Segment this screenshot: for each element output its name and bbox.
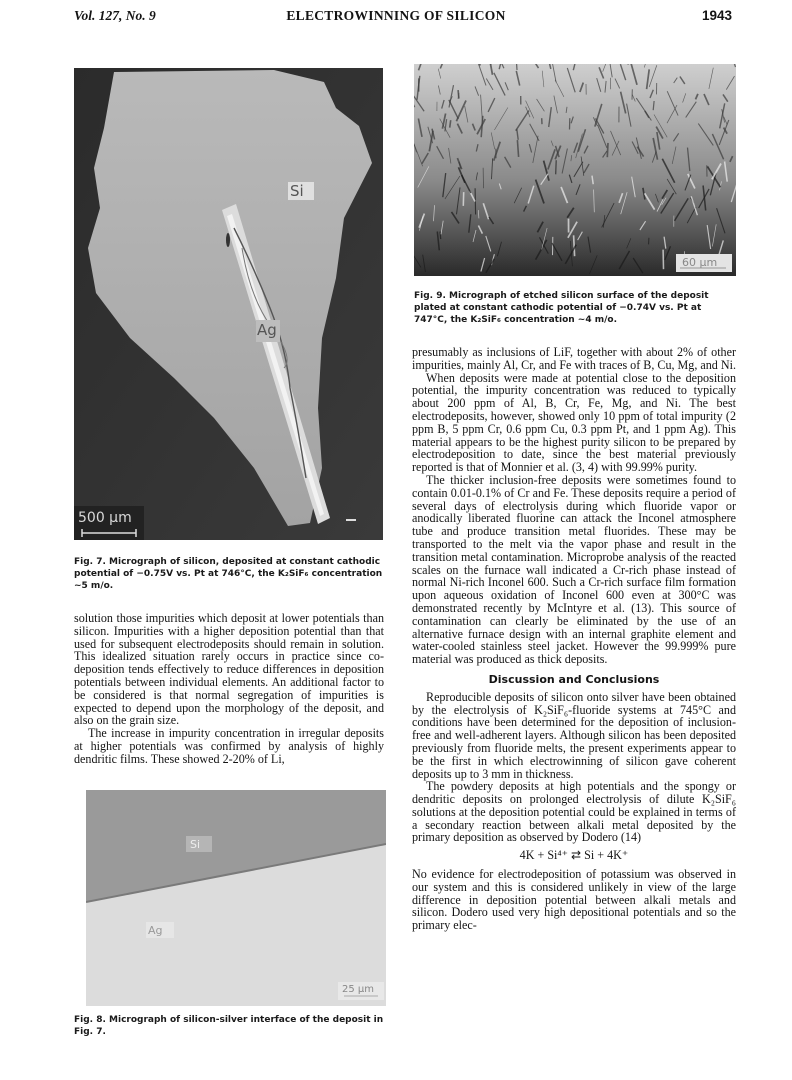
fig8-scale-label: 25 μm — [342, 984, 375, 995]
figure-9-caption: Fig. 9. Micrograph of etched silicon surface of the deposit plated at constant cathodic potential of −0.74V vs. Pt at 747°C, the K₂SiF₆ concentration ~4 m/o. — [414, 291, 709, 325]
right-paragraph-4: Reproducible deposits of silicon onto silver have been obtained by the electrolysis of K₂SiF₆-fluoride systems at 745°C and conditions have been determined for the deposition of inclusion-free and well-adherent layers. Although silicon has been deposited previously from fluoride melts, the present experiments appear to be the first in which electrowinning of silicon gave coherent deposits up to 3 mm in thickness. — [412, 689, 736, 781]
fig9-dendrite-stroke — [440, 232, 441, 240]
fig8-label-si: Si — [190, 838, 201, 851]
figure-7-caption: Fig. 7. Micrograph of silicon, deposited at constant cathodic potential of −0.75V vs. Pt at 746°C, the K₂SiF₆ concentration ~5 m/o. — [74, 557, 383, 591]
fig8-label-ag: Ag — [148, 924, 163, 937]
left-text-column — [74, 612, 384, 766]
fig7-label-si: Si — [290, 182, 304, 200]
right-paragraph-6: No evidence for electrodeposition of potassium was observed in our system and this is considered unlikely in view of the large difference in deposition potential between alkali metals and silicon. Dodero used very high depositional potentials and so the primary elec- — [412, 867, 736, 933]
right-paragraph-1: presumably as inclusions of LiF, together with about 2% of other impurities, mainly Al, Cr, and Fe with traces of B, Cu, Mg, and Ni. — [412, 345, 736, 372]
running-title: ELECTROWINNING OF SILICON — [286, 8, 506, 23]
right-paragraph-2: When deposits were made at potential close to the deposition potential, the impurity concentration was reduced to typically about 200 ppm of Al, B, Cr, Fe, Mg, and Ni. The best electrodeposits, however, showed only 10 ppm of total impurity (2 ppm B, 5 ppm Cr, 0.6 ppm Cu, 0.3 ppm Pt, and 1 ppm Ag). This material appears to be the highest purity silicon to be prepared by electrodeposition to date, since the best material previously reported is that of Monnier et al. (3, 4) with 99.99% purity. — [412, 370, 736, 475]
figure-8-micrograph — [86, 790, 386, 1006]
fig7-label-ag: Ag — [257, 321, 277, 339]
figure-8-caption: Fig. 8. Micrograph of silicon-silver interface of the deposit in Fig. 7. — [74, 1015, 384, 1037]
section-heading: Discussion and Conclusions — [488, 672, 660, 686]
fig9-dendrite-stroke — [458, 90, 459, 99]
fig9-dendrite-stroke — [607, 143, 608, 157]
fig9-scale-label: 60 μm — [682, 256, 718, 269]
right-paragraph-5: The powdery deposits at high potentials and the spongy or dendritic deposits on prolonged electrolysis of dilute K₂SiF₆ solutions at the deposition potential could be explained in terms of a secondary reaction between alkali metal deposited by the primary deposition as observed by Dodero (14) — [412, 779, 736, 845]
reaction-equation: 4K + Si⁴⁺ ⇄ Si + 4K⁺ — [519, 848, 629, 863]
left-paragraph-1: solution those impurities which deposit at lower potentials than silicon. Impurities with a higher deposition potential than that used for subsequent electrodeposits should remain in solution. This idealized situation rarely occurs in practice since co-deposition tends effectively to reduce differences in deposition potentials between individual elements. An additional factor to be considered is that normal segregation of impurities is expected to depend upon the morphology of the deposit, and also on the grain size. — [74, 611, 384, 728]
figure-9-micrograph — [414, 64, 736, 276]
right-text-column — [412, 346, 736, 932]
fig9-dendrite-stroke — [556, 160, 557, 174]
fig7-scale-label: 500 μm — [78, 510, 132, 526]
right-paragraph-3: The thicker inclusion-free deposits were sometimes found to contain 0.01-0.1% of Cr and Fe. These deposits require a period of several days of electrolysis during which fluoride vapor or anodically liberated fluorine can attack the Inconel atmosphere tube and produce transition metal fluorides. These may be transported to the melt via the vapor phase and result in the transition metal contamination. Microprobe analysis of the reacted scales on the furnace wall indicated a Cr-rich phase instead of normal Ni-rich Inconel 600. Such a Cr-rich surface film formation upon aqueous oxidation of Inconel 600 even at 300°C was demonstrated recently by McIntyre et al. (13). This source of contamination can clearly be eliminated by the use of an alternative furnace design with an internal graphite element and water-cooled stainless steel jacket. However the 99.999% pure material was produced as thick deposits. — [412, 472, 736, 667]
journal-volume: Vol. 127, No. 9 — [74, 8, 156, 23]
fig9-dendrite-stroke — [450, 120, 451, 127]
left-paragraph-2: The increase in impurity concentration in irregular deposits at higher potentials was confirmed by analysis of highly dendritic films. These showed 2-20% of Li, — [74, 726, 384, 766]
fig9-dendrite-stroke — [574, 235, 575, 256]
page-number: 1943 — [701, 8, 732, 23]
figure-7-micrograph — [74, 68, 383, 540]
